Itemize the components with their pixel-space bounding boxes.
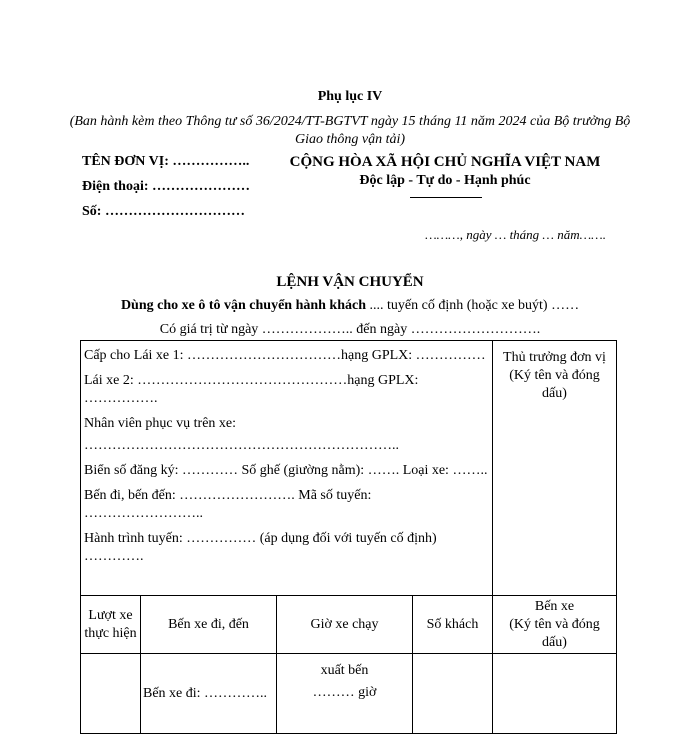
staff-label: Nhân viên phục vụ trên xe: [84,416,237,431]
trip-cell [81,654,141,734]
motto-underline [410,197,482,198]
station-sign-note: (Ký tên và đóng dấu) [509,616,600,650]
header-stations: Bến xe đi, đến [141,596,277,654]
date-place-line: ………, ngày … tháng … năm……. [425,227,606,242]
driver1-field: Cấp cho Lái xe 1: ……………………………hạng GPLX: …………… [84,348,486,363]
passengers-cell [413,654,493,734]
transport-order-table [80,340,617,734]
header-station-sign [493,596,617,654]
unit-name-field: TÊN ĐƠN VỊ: …………….. [82,154,250,169]
order-title: LỆNH VẬN CHUYỂN [276,274,424,290]
itinerary-field: Hành trình tuyến: …………… (áp dụng đối với tuyến cố định) …………. [84,531,437,564]
station-sign-title: Bến xe [534,598,575,614]
national-motto: Độc lập - Tự do - Hạnh phúc [359,173,531,188]
unit-head-signature-cell [493,341,617,596]
appendix-title: Phụ lục IV [317,89,383,104]
driver2-field: Lái xe 2: ………………………………………hạng GPLX: ……………. [84,373,419,406]
national-title: CỘNG HÒA XÃ HỘI CHỦ NGHĨA VIỆT NAM [289,154,601,170]
plate-field: Biển số đăng ký: ………… Số ghế (giường nằm): ……. Loại xe: …….. [84,463,488,478]
depart-label: xuất bến [320,663,369,678]
document-number-field: Số: ………………………… [82,204,245,219]
departure-station-field: Bến xe đi: ………….. [143,686,268,701]
route-field: Bến đi, bến đến: ……………………. Mã số tuyến: …………………….. [84,488,372,521]
unit-head-sign-note: (Ký tên và đóng dấu) [509,368,600,401]
usage-bold-text: Dùng cho xe ô tô vận chuyển hành khách [120,298,366,313]
departure-station-cell [141,654,277,734]
departure-time-cell [277,654,413,734]
phone-field: Điện thoại: ………………… [82,179,250,194]
station-sign-cell [493,654,617,734]
vehicle-info-cell [81,341,493,596]
header-trip: Lượt xe thực hiện [81,596,141,654]
header-passengers: Số khách [413,596,493,654]
issuance-note: (Ban hành kèm theo Thông tư số 36/2024/TT-BGTVT ngày 15 tháng 11 năm 2024 của Bộ trưởng Bộ Giao thông vận tải) [69,114,631,147]
unit-head-title: Thủ trưởng đơn vị [503,350,606,365]
depart-time-field: ……… giờ [312,685,377,700]
usage-rest-text: .... tuyến cố định (hoặc xe buýt) …… [366,298,580,313]
header-time: Giờ xe chạy [277,596,413,654]
validity-line: Có giá trị từ ngày ……………….. đến ngày ………………………. [159,322,541,337]
usage-line [0,298,700,314]
staff-dots: ………………………………………………………….. [84,438,399,453]
